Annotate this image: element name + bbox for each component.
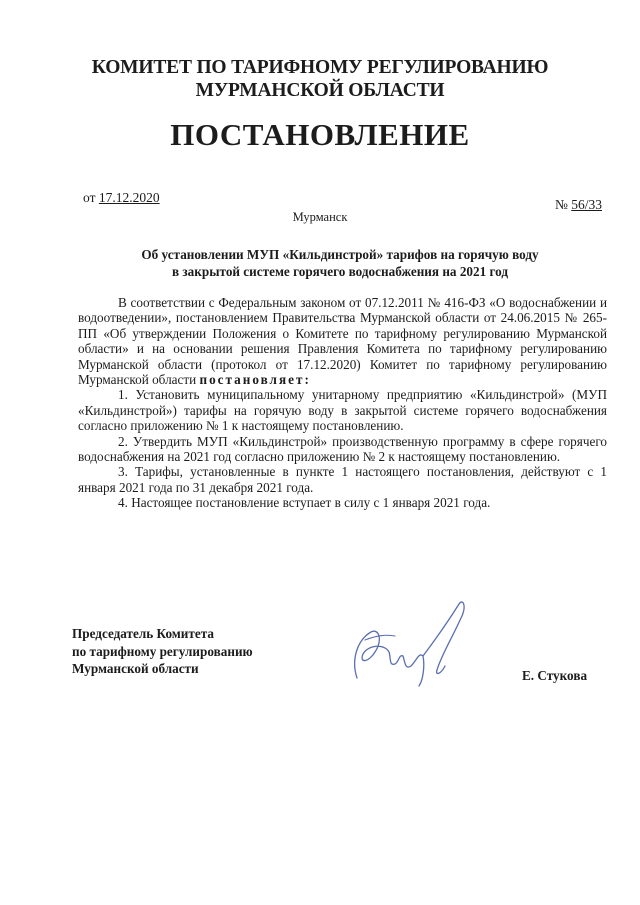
city-name: Мурманск [292,210,348,224]
decree-colon: : [304,372,311,388]
position-line-3: Мурманской области [72,661,199,676]
subject-line-2: в закрытой системе горячего водоснабжения на 2021 год [171,264,509,279]
document-body [78,295,607,511]
signatory-position [72,625,253,678]
document-date [83,190,160,206]
intro-text: В соответствии с Федеральным законом от 07.12.2011 № 416-ФЗ «О водоснабжении и водоотведении», постановлением Правительства Мурманской области от 24.06.2015 № 265-ПП «Об утверждении Положения о Комитете по тарифному регулированию Мурманской области» и на основании решения Правления Комитета по тарифному регулированию Мурманской области (протокол от 17.12.2020) Комитет по тарифному регулированию Мурманской области [78,295,607,388]
date-value: 17.12.2020 [98,190,160,205]
clause-4: 4. Настоящее постановление вступает в силу с 1 января 2021 года. [118,495,491,511]
decree-word: постановляет [199,372,305,388]
subject-line-1: Об установлении МУП «Кильдинстрой» тарифов на горячую воду [141,247,539,262]
document-type-title: ПОСТАНОВЛЕНИЕ [170,117,470,152]
position-line-2: по тарифному регулированию [72,643,253,659]
clause-1: 1. Установить муниципальному унитарному предприятию «Кильдинстрой» (МУП «Кильдинстрой») тарифы на горячую воду в закрытой системе горячего водоснабжения согласно приложению № 1 к настоящему постановлению. [78,387,607,434]
signatory-name: Е. Стукова [522,668,588,683]
number-value: 56/33 [571,197,602,212]
handwritten-signature [345,600,475,690]
document-subject [100,246,580,280]
clause-3: 3. Тарифы, установленные в пункте 1 настоящего постановления, действуют с 1 января 2021 года по 31 декабря 2021 года. [78,464,607,495]
date-prefix: от [83,190,99,205]
organization-header [0,56,640,102]
position-line-1: Председатель Комитета [72,626,214,641]
intro-paragraph [78,295,607,387]
clause-2: 2. Утвердить МУП «Кильдинстрой» производственную программу в сфере горячего водоснабжения на 2021 год согласно приложению № 2 к настоящему постановлению. [78,433,607,465]
number-prefix: № [554,197,572,212]
org-line-2: МУРМАНСКОЙ ОБЛАСТИ [195,80,445,101]
org-line-1: КОМИТЕТ ПО ТАРИФНОМУ РЕГУЛИРОВАНИЮ [91,57,549,78]
